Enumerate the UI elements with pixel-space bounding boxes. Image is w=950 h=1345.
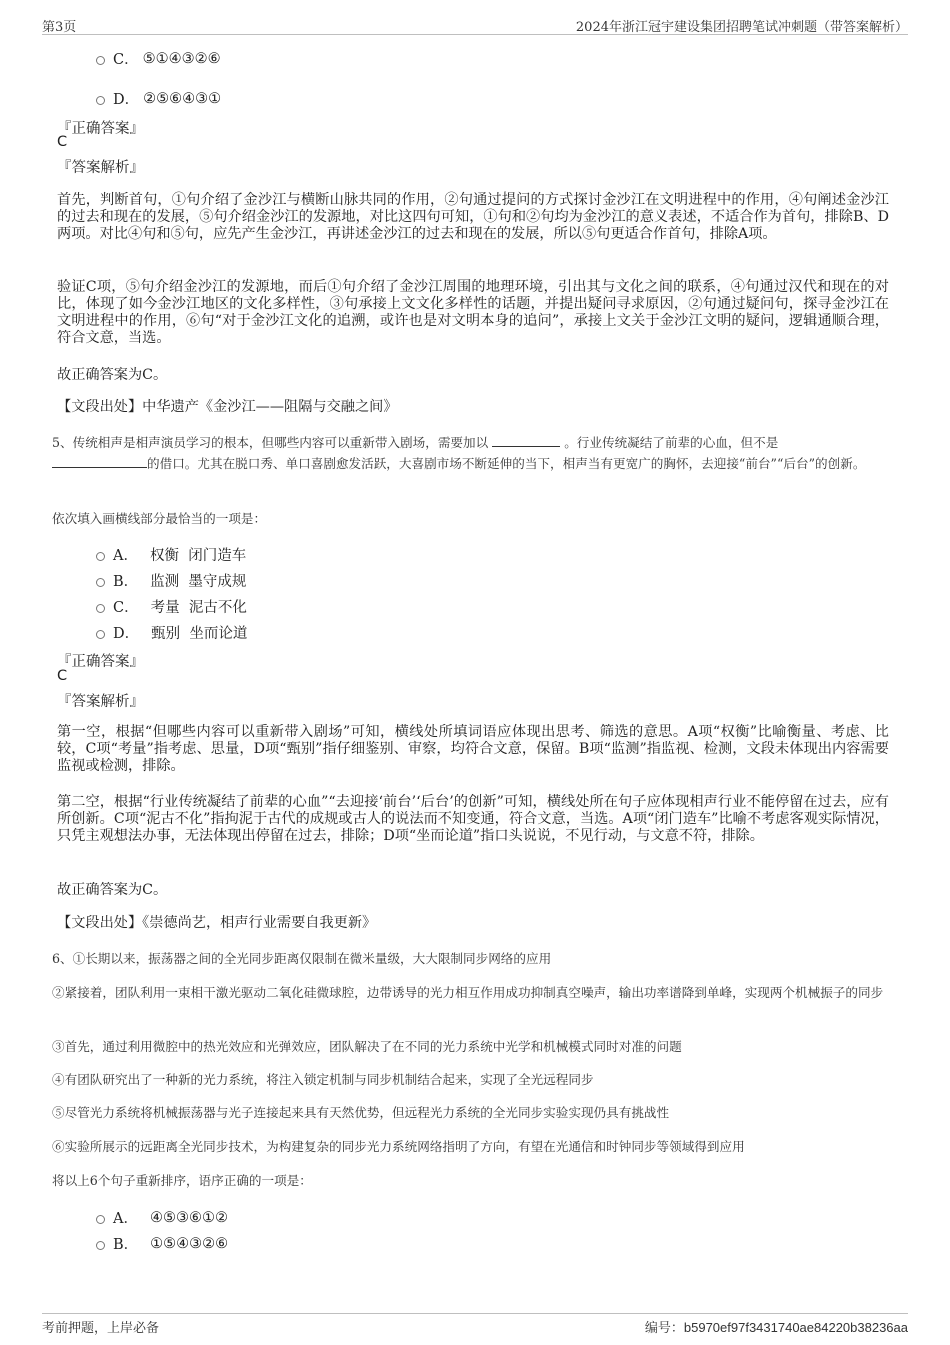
q4-answer-label: 『正确答案』 (57, 121, 144, 137)
q5-analysis-p3: 故正确答案为C。 (57, 882, 168, 898)
q5-analysis-p2: 第二空，根据“行业传统凝结了前辈的心血”“去迎接‘前台’‘后台’的创新”可知，横线处所在句子应体现相声行业不能停留在过去，应有所创新。C项“泥古不化”指拘泥于古代的成规或古人的说法而不知变通，符合文意，当选。A项“闭门造车”比喻不考虑客观实际情况，只凭主观想法办事，无法体现出停留在过去，排除；D项“坐而论道”指口头说说，不见行动，与文意不符，排除。 (57, 794, 889, 844)
q4-source: 【文段出处】中华遗产《金沙江——阻隔与交融之间》 (57, 399, 398, 415)
page-number: 第3页 (42, 20, 77, 35)
document-title: 2024年浙江冠宇建设集团招聘笔试冲刺题（带答案解析） (575, 20, 908, 35)
radio-icon[interactable] (96, 630, 105, 639)
q6-option-a[interactable]: A． ④⑤③⑥①② (96, 1207, 228, 1228)
radio-icon[interactable] (96, 578, 105, 587)
q4-analysis-p2: 验证C项，⑤句介绍金沙江的发源地，而后①句介绍了金沙江周围的地理环境，引出其与文化之间的联系，④句通过汉代和现在的对比，体现了如今金沙江地区的文化多样性，③句承接上文文化多样性的话题，并提出疑问寻求原因，②句通过疑问句，探寻金沙江在文明进程中的作用，⑥句“对于金沙江文化的追溯，或许也是对文明本身的追问”，承接上文关于金沙江文明的疑问，逻辑通顺合理，符合文意，当选。 (57, 279, 889, 346)
q5-option-a[interactable]: A． 权衡 闭门造车 (96, 544, 246, 565)
q5-source: 【文段出处】《崇德尚艺，相声行业需要自我更新》 (57, 915, 377, 931)
q4-analysis-p1: 首先，判断首句，①句介绍了金沙江与横断山脉共同的作用，②句通过提问的方式探讨金沙江在文明进程中的作用，④句阐述金沙江的过去和现在的发展，⑤句介绍金沙江的发源地，对比这四句可知，①句和②句均为金沙江的意义表述，不适合作为首句，排除B、D两项。对比④句和⑤句，应先产生金沙江，再讲述金沙江的过去和现在的发展，所以⑤句更适合作首句，排除A项。 (57, 192, 889, 242)
blank-1[interactable] (492, 434, 560, 447)
q5-analysis-p1: 第一空，根据“但哪些内容可以重新带入剧场”可知，横线处所填词语应体现出思考、筛选的意思。A项“权衡”比喻衡量、考虑、比较，C项“考量”指考虑、思量，D项“甄别”指仔细鉴别、审察，均符合文意，保留。B项“监测”指监视、检测，文段未体现出内容需要监视或检测，排除。 (57, 724, 889, 774)
q4-answer: C (57, 134, 68, 150)
q6-sentence-4: ④有团队研究出了一种新的光力系统，将注入锁定机制与同步机制结合起来，实现了全光远程同步 (52, 1072, 594, 1087)
q4-option-c[interactable]: C． ⑤①④③②⑥ (96, 48, 221, 69)
radio-icon[interactable] (96, 1215, 105, 1224)
radio-icon[interactable] (96, 96, 105, 105)
page-footer (42, 1313, 908, 1338)
q4-analysis-label: 『答案解析』 (57, 160, 144, 176)
footer-slogan: 考前押题，上岸必备 (42, 1321, 160, 1336)
q5-answer-label: 『正确答案』 (57, 654, 144, 670)
q6-sentence-2: ②紧接着，团队利用一束相干激光驱动二氧化硅微球腔，边带诱导的光力相互作用成功抑制真空噪声，输出功率谱降到单峰，实现两个机械振子的同步 (52, 985, 884, 1000)
q6-sentence-1: 6、①长期以来，振荡器之间的全光同步距离仅限制在微米量级，大大限制同步网络的应用 (52, 951, 552, 966)
q5-prompt: 依次填入画横线部分最恰当的一项是： (52, 511, 267, 526)
q4-analysis-p3: 故正确答案为C。 (57, 367, 168, 383)
q5-option-c[interactable]: C． 考量 泥古不化 (96, 596, 247, 617)
q6-prompt: 将以上6个句子重新排序，语序正确的一项是： (52, 1173, 312, 1188)
q5-analysis-label: 『答案解析』 (57, 694, 144, 710)
q5-option-b[interactable]: B． 监测 墨守成规 (96, 570, 246, 591)
radio-icon[interactable] (96, 1241, 105, 1250)
radio-icon[interactable] (96, 552, 105, 561)
q5-stem: 5、传统相声是相声演员学习的根本，但哪些内容可以重新带入剧场，需要加以 。行业传统凝结了前辈的心血，但不是 的借口。尤其在脱口秀、单口喜剧愈发活跃，大喜剧市场不断延伸的当下，相声当有更宽广的胸怀，去迎接“前台”“后台”的创新。 (52, 435, 866, 471)
q6-option-b[interactable]: B． ①⑤④③②⑥ (96, 1233, 228, 1254)
document-code: 编号：b5970ef97f3431740ae84220b38236aa (644, 1320, 908, 1336)
page-header (42, 14, 908, 35)
q5-option-d[interactable]: D． 甄别 坐而论道 (96, 622, 247, 643)
q6-sentence-5: ⑤尽管光力系统将机械振荡器与光子连接起来具有天然优势，但远程光力系统的全光同步实验实现仍具有挑战性 (52, 1105, 670, 1120)
q4-option-d[interactable]: D． ②⑤⑥④③① (96, 88, 221, 109)
blank-2[interactable] (52, 455, 147, 468)
radio-icon[interactable] (96, 604, 105, 613)
radio-icon[interactable] (96, 56, 105, 65)
q6-sentence-3: ③首先，通过利用微腔中的热光效应和光弹效应，团队解决了在不同的光力系统中光学和机械模式同时对准的问题 (52, 1039, 682, 1054)
q5-answer: C (57, 668, 68, 684)
q6-sentence-6: ⑥实验所展示的远距离全光同步技术，为构建复杂的同步光力系统网络指明了方向，有望在光通信和时钟同步等领域得到应用 (52, 1139, 745, 1154)
